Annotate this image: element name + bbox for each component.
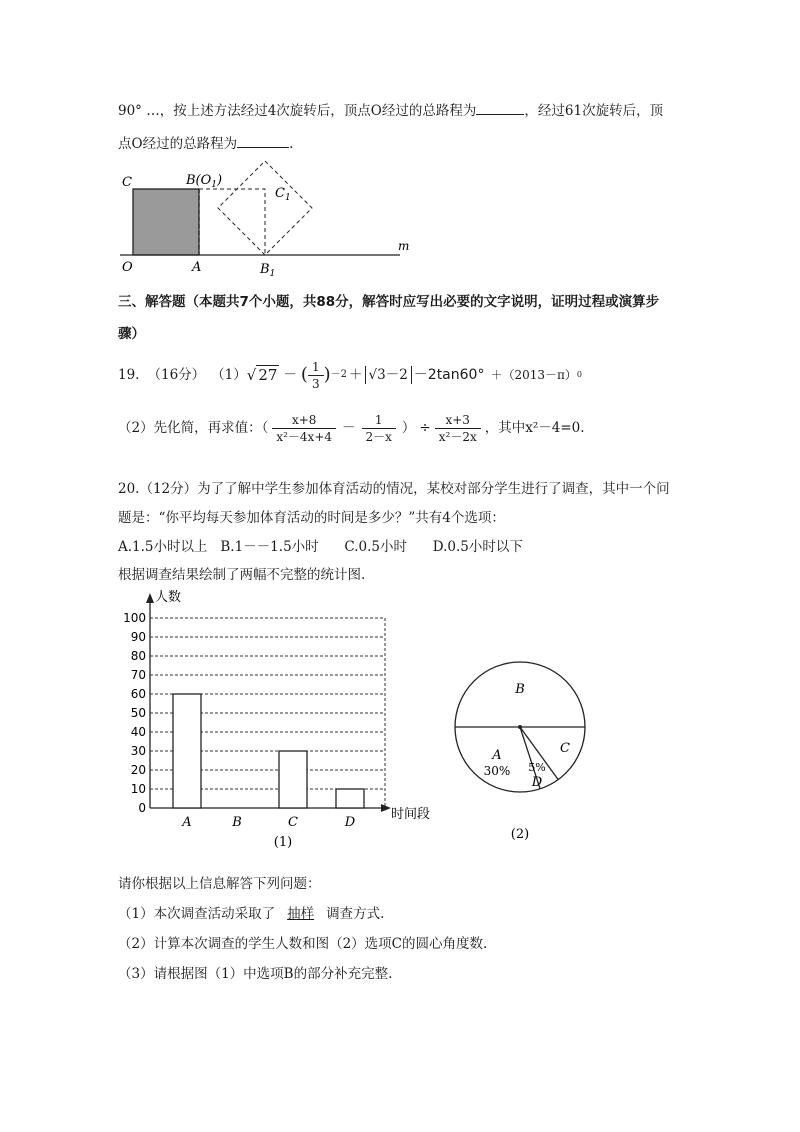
top-line-1-b: ，经过61次旋转后，顶 [524, 103, 664, 119]
y-tick-label-30: 30 [130, 744, 146, 758]
top-line-2-a: 点O经过的总路程为 [118, 136, 238, 152]
paren-exp: 0 [576, 370, 582, 379]
rotation-figure [110, 155, 420, 280]
top-line-1 [118, 100, 663, 120]
pie-center [518, 725, 522, 729]
close-paren: ） [401, 420, 416, 436]
q19-part1: 19. （16分） （1） √ 27 － ( $\frac{1}{3}$ ) －2 ＋ √3－2 －2tan60° ＋（2013－π） 0 [118, 359, 582, 391]
fraction-1: $\frac{x+8}{\text{x²－4x+4}}$ [272, 412, 336, 445]
question-1-b: 调查方式. [326, 906, 385, 922]
pie-percent-A: 30% [483, 764, 511, 778]
q19-part2: （2）先化简，再求值：（ $\frac{x+8}{\text{x²－4x+4}}$ － $\frac{1}{2-x}$ ） ÷ $\frac{x+3}{\text{x²－2x}}$ ，其中x²－4=0. [118, 412, 585, 444]
sqrt-27: √ 27 [246, 366, 278, 384]
bar-D [336, 789, 364, 808]
top-line-1-a: 90° …，按上述方法经过4次旋转后，顶点O经过的总路程为 [118, 103, 477, 119]
y-tick-label-40: 40 [130, 725, 146, 739]
x-tick-label-D: D [344, 815, 356, 830]
answer-blank-2 [237, 133, 289, 148]
y-tick-label-80: 80 [130, 649, 146, 663]
label-o: O [122, 260, 133, 275]
q19-minus: － [283, 367, 297, 383]
section3-heading-line1: 三、解答题（本题共7个小题，共88分，解答时应写出必要的文字说明，证明过程或演算步 [118, 294, 660, 310]
q19-part2-label: （2）先化简，再求值：（ [118, 420, 269, 436]
label-b-o1: $B(O_1)$ [186, 173, 223, 190]
top-line-2 [118, 133, 293, 153]
divide-sign: ÷ [419, 420, 431, 436]
y-tick-label-50: 50 [130, 706, 146, 720]
x-tick-label-C: C [288, 815, 298, 830]
fraction-3: $\frac{x+3}{\text{x²－2x}}$ [435, 412, 481, 445]
pie-label-A: A [492, 748, 502, 763]
label-a: A [192, 260, 202, 275]
x-axis-arrow [381, 804, 391, 812]
tan-term: －2tan60° [413, 367, 485, 383]
x-tick-label-B: B [232, 815, 242, 830]
pie-label-D: D [531, 775, 543, 790]
bar-A [173, 694, 201, 808]
q20-line2: 题是：“你平均每天参加体育活动的时间是多少？”共有4个选项： [118, 510, 505, 526]
question-1 [118, 905, 384, 923]
top-line-2-b: . [289, 136, 294, 152]
y-tick-label-10: 10 [130, 782, 146, 796]
q20-line1: 20.（12分）为了了解中学生参加体育活动的情况，某校对部分学生进行了调查，其中一个问 [118, 481, 670, 497]
paren-term: ＋（2013－π） [490, 368, 577, 382]
questions-intro: 请你根据以上信息解答下列问题： [118, 876, 321, 892]
pie-label-C: C [560, 741, 570, 756]
pie-percent-D: 5% [528, 761, 546, 774]
question-1-a: （1）本次调查活动采取了 [118, 906, 276, 922]
label-m: m [398, 239, 410, 253]
question-3: （3）请根据图（1）中选项B的部分补充完整. [118, 966, 393, 982]
answer-blank-1 [476, 100, 524, 115]
bar-chart-title: (1) [273, 835, 293, 850]
label-c1: $C_1$ [275, 186, 291, 203]
condition: ，其中x²－4=0. [484, 420, 585, 436]
y-tick-label-90: 90 [130, 630, 146, 644]
y-tick-label-60: 60 [130, 687, 146, 701]
bar-chart [115, 585, 445, 855]
pie-chart-title: (2) [510, 827, 530, 842]
pie-chart [445, 655, 605, 845]
y-tick-label-20: 20 [130, 763, 146, 777]
fraction-2: $\frac{1}{2-x}$ [362, 412, 396, 445]
bar-C [279, 751, 307, 808]
q19-part1-label: （1） [211, 367, 247, 383]
y-axis-label: 人数 [155, 590, 182, 605]
label-c: C [122, 175, 132, 190]
label-b1: $B_1$ [260, 262, 276, 279]
y-tick-label-100: 100 [123, 611, 146, 625]
question-1-answer: 抽样 [287, 906, 315, 922]
pie-label-B: B [515, 682, 525, 697]
section3-heading-line2: 骤） [118, 326, 145, 342]
shaded-square [133, 189, 199, 255]
y-tick-label-70: 70 [130, 668, 146, 682]
q19-number: 19. [118, 367, 140, 383]
question-2: （2）计算本次调查的学生人数和图（2）选项C的圆心角度数. [118, 936, 488, 952]
abs-expr: √3－2 [365, 366, 412, 384]
x-axis-label: 时间段 [391, 807, 431, 822]
q20-line4: 根据调查结果绘制了两幅不完整的统计图. [118, 567, 366, 583]
q19-score: （16分） [147, 367, 206, 383]
x-tick-label-A: A [182, 815, 192, 830]
q19-exp: －2 [330, 369, 347, 380]
y-tick-label-0: 0 [138, 801, 146, 815]
q20-options: A.1.5小时以上 B.1－－1.5小时 C.0.5小时 D.0.5小时以下 [118, 539, 523, 555]
frac-one-third: $\frac{1}{3}$ [308, 359, 324, 392]
y-axis-arrow [146, 593, 154, 603]
